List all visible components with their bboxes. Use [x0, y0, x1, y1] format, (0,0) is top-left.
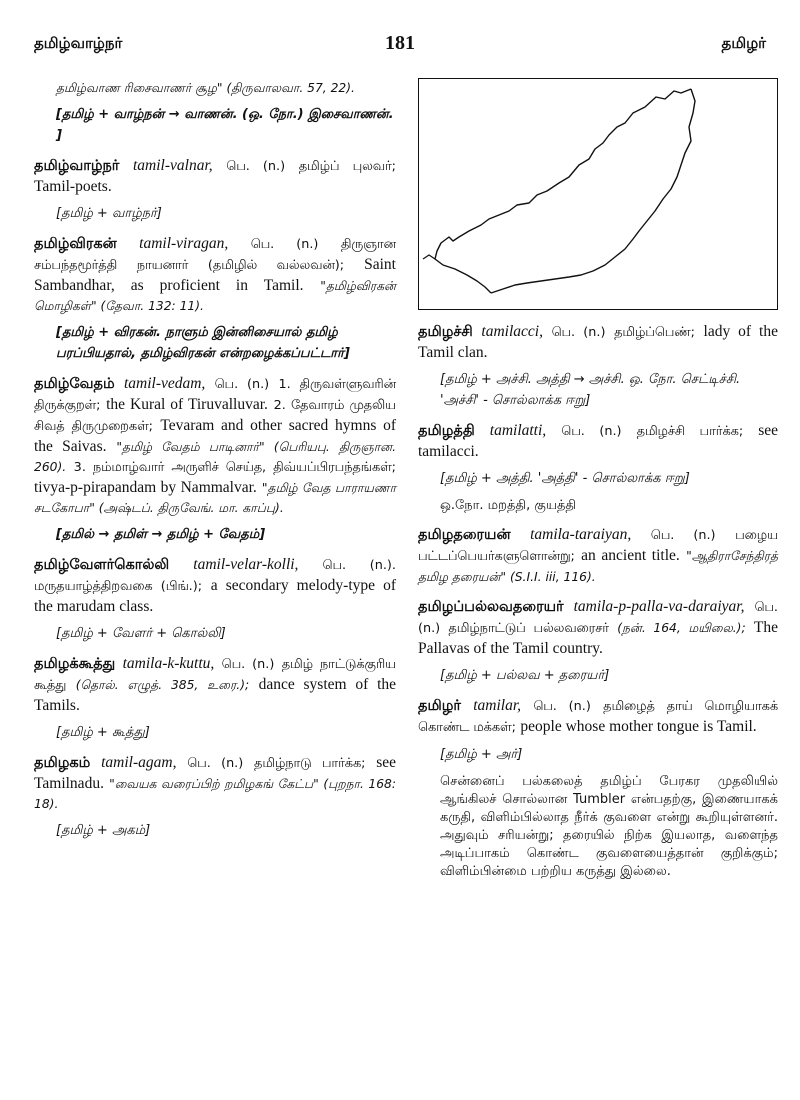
headword: தமிழ்விரகன்: [34, 236, 117, 252]
english-definition: tivya-p-pirapandam by Nammalvar.: [34, 479, 257, 496]
citation: "தமிழ்விரகன் மொழிகள்" (தேவா. 132: 11).: [34, 279, 396, 313]
transliteration: tamilar,: [473, 697, 522, 714]
dictionary-entry: [34, 555, 396, 644]
tamil-definition: தமிழ்ப் புலவர்;: [298, 159, 396, 174]
etymology: [தமிழ் + வாழ்நர்]: [56, 206, 162, 221]
english-definition: see Tamilnadu.: [34, 754, 397, 792]
part-of-speech: பெ. (n.): [250, 237, 319, 252]
part-of-speech: பெ. (n.): [226, 159, 286, 174]
transliteration: tamila-p-palla-va-daraiyar,: [573, 598, 745, 615]
right-column: [418, 78, 778, 891]
guide-word-left: தமிழ்வாழ்நர்: [34, 34, 123, 52]
citation: "ஆதிராசேந்திரத் தமிழ தரையன்" (S.I.I. iii, 116).: [418, 549, 779, 584]
headword: தமிழர்: [418, 698, 461, 714]
transliteration: tamil-velar-kolli,: [193, 556, 299, 573]
etymology: [தமிழ் + பல்லவ + தரையர்]: [440, 668, 610, 683]
transliteration: tamil-vedam,: [123, 375, 206, 392]
english-definition: Tamil-poets.: [34, 178, 112, 195]
etymology: [தமிழ் + கூத்து]: [56, 725, 150, 740]
citation: "தமிழ் வேதம் பாடினார்" (பெரியபு. திருஞான. 260).: [34, 440, 396, 474]
sense-1: 1. திருவள்ளுவரின் திருக்குறள்;: [34, 377, 396, 413]
sense-2: 2. தேவாரம் முதலிய சிவத் திருமுறைகள்;: [34, 398, 396, 434]
headword: தமிழ்வேளர்கொல்லி: [34, 557, 170, 573]
english-definition: see tamilacci.: [418, 422, 778, 460]
part-of-speech: பெ. (n.): [551, 325, 606, 340]
tamil-definition: தமிழச்சி பார்க்க;: [636, 424, 744, 439]
compare-note: ஒ.நோ. மறத்தி, குயத்தி: [440, 498, 577, 513]
dictionary-entry: [418, 421, 778, 515]
part-of-speech: பெ. (n.): [221, 657, 275, 672]
tamil-definition: தமிழைத் தாய் மொழியாகக் கொண்ட மக்கள்;: [418, 699, 778, 735]
headword: தமிழ்வாழ்நர்: [34, 158, 120, 174]
dictionary-entry: [418, 322, 778, 411]
tamil-definition: மருதயாழ்த்திறவகை (பிங்.);: [34, 579, 203, 594]
english-definition: dance system of the Tamils.: [34, 676, 397, 714]
etymology: [தமிழ் + வாழ்நன் → வாணன். (ஒ. நோ.) இசைவாணன். ]: [56, 107, 394, 143]
page-number: 181: [385, 32, 415, 54]
etymology: [தமிழ் + அகம்]: [56, 823, 151, 838]
dictionary-entry: [34, 374, 396, 545]
etymology: [தமில் → தமிள் → தமிழ் + வேதம்]: [56, 527, 266, 542]
citation: (நன். 164, மயிலை.);: [617, 621, 746, 635]
headword: தமிழகம்: [34, 755, 91, 771]
transliteration: tamilatti,: [489, 422, 547, 439]
transliteration: tamil-viragan,: [139, 235, 229, 252]
etymology: [தமிழ் + அத்தி. 'அத்தி' - சொல்லாக்க ஈறு]: [440, 471, 690, 486]
citation: "தமிழ் வேத பாராயணா சடகோபா" (அஷ்டப். திருவேங். மா. காப்பு).: [34, 481, 397, 515]
sense-3: 3. நம்மாழ்வார் அருளிச் செய்த, திவ்யப்பிரபந்தங்கள்;: [73, 460, 396, 475]
citation: (தொல். எழுத். 385, உரை.);: [75, 678, 250, 692]
dictionary-entry: [34, 156, 396, 224]
transliteration: tamil-agam,: [101, 754, 177, 771]
citation: "வையக வரைப்பிற் றமிழகங் கேட்ப" (புறநா. 168: 18).: [34, 777, 396, 811]
english-definition: people whose mother tongue is Tamil.: [520, 718, 757, 735]
english-definition: Tevaram and other sacred hymns of the Saivas.: [34, 417, 397, 455]
part-of-speech: பெ. (n.): [418, 600, 779, 636]
etymology: [தமிழ் + வேளர் + கொல்லி]: [56, 626, 226, 641]
tamil-definition: தமிழ்நாடு பார்க்க;: [254, 756, 366, 771]
headword: தமிழதரையன்: [418, 527, 511, 543]
headword: தமிழக்கூத்து: [34, 656, 116, 672]
headword: தமிழத்தி: [418, 423, 475, 439]
english-definition: an ancient title.: [581, 547, 680, 564]
page-header: [0, 34, 800, 64]
headword: தமிழப்பல்லவதரையர்: [418, 599, 564, 615]
tamil-definition: தமிழ்நாட்டுப் பல்லவரைசர்: [448, 621, 609, 636]
tamil-definition: தமிழ் நாட்டுக்குரிய கூத்து: [34, 657, 397, 693]
tamil-definition: தமிழ்ப்பெண்;: [614, 325, 695, 340]
transliteration: tamil-valnar,: [132, 157, 213, 174]
transliteration: tamila-taraiyan,: [530, 526, 632, 543]
tamil-definition: திருஞான சம்பந்தமூர்த்தி நாயனார் (தமிழில் வல்லவன்);: [34, 237, 396, 273]
left-column: [34, 78, 396, 851]
english-definition: lady of the Tamil clan.: [418, 323, 778, 361]
dictionary-entry: [418, 696, 778, 881]
tamil-definition: பழைய பட்டப்பெயர்களுளொன்று;: [418, 528, 778, 564]
dictionary-entry: [34, 234, 396, 364]
tamil-nadu-outline-map-icon: [419, 79, 776, 308]
etymology: [தமிழ் + விரகன். நாளும் இன்னிசையால் தமிழ் பரப்பியதால், தமிழ்விரகன் என்றழைக்கப்பட்டார்]: [56, 325, 350, 361]
continued-entry: [34, 78, 396, 146]
part-of-speech: பெ. (n.): [214, 377, 270, 392]
part-of-speech: பெ. (n.).: [322, 558, 396, 573]
english-definition: The Pallavas of the Tamil country.: [418, 619, 778, 657]
english-definition: a secondary melody-type of the marudam class.: [34, 577, 396, 615]
english-definition: Saint Sambandhar, as proficient in Tamil.: [34, 256, 396, 294]
usage-note: சென்னைப் பல்கலைத் தமிழ்ப் பேரகர முதலியில் ஆங்கிலச் சொல்லான Tumbler என்பதற்கு, இணையாகக் கருதி, விளிம்பில்லாத நீர்க் குவளை என்று கூறியுள்ளனர். அதுவும் சரியன்று; தரையில் நிற்க இயலாத, வளைந்த அடிப்பாகம் கொண்ட குவளையைத்தான் குறிக்கும்; விளிம்பின்மை பற்றிய கருத்து இல்லை.: [440, 774, 778, 879]
dictionary-entry: [34, 753, 396, 841]
headword: தமிழச்சி: [418, 324, 473, 340]
citation: தமிழ்வாண ரிசைவாணர் சூழ" (திருவாலவா. 57, 22).: [56, 81, 355, 95]
guide-word-right: தமிழர்: [721, 34, 766, 52]
part-of-speech: பெ. (n.): [650, 528, 716, 543]
transliteration: tamila-k-kuttu,: [122, 655, 215, 672]
dictionary-entry: [418, 525, 778, 587]
part-of-speech: பெ. (n.): [533, 699, 591, 714]
transliteration: tamilacci,: [481, 323, 543, 340]
etymology: [தமிழ் + அர்]: [440, 747, 523, 762]
english-definition: the Kural of Tiruvalluvar.: [106, 396, 268, 413]
part-of-speech: பெ. (n.): [187, 756, 244, 771]
dictionary-entry: [418, 597, 778, 686]
part-of-speech: பெ. (n.): [561, 424, 622, 439]
tamil-nadu-map: [418, 78, 778, 310]
headword: தமிழ்வேதம்: [34, 376, 115, 392]
dictionary-entry: [34, 654, 396, 743]
etymology: [தமிழ் + அச்சி. அத்தி → அச்சி. ஒ. நோ. செட்டிச்சி. 'அச்சி' - சொல்லாக்க ஈறு]: [440, 372, 741, 408]
